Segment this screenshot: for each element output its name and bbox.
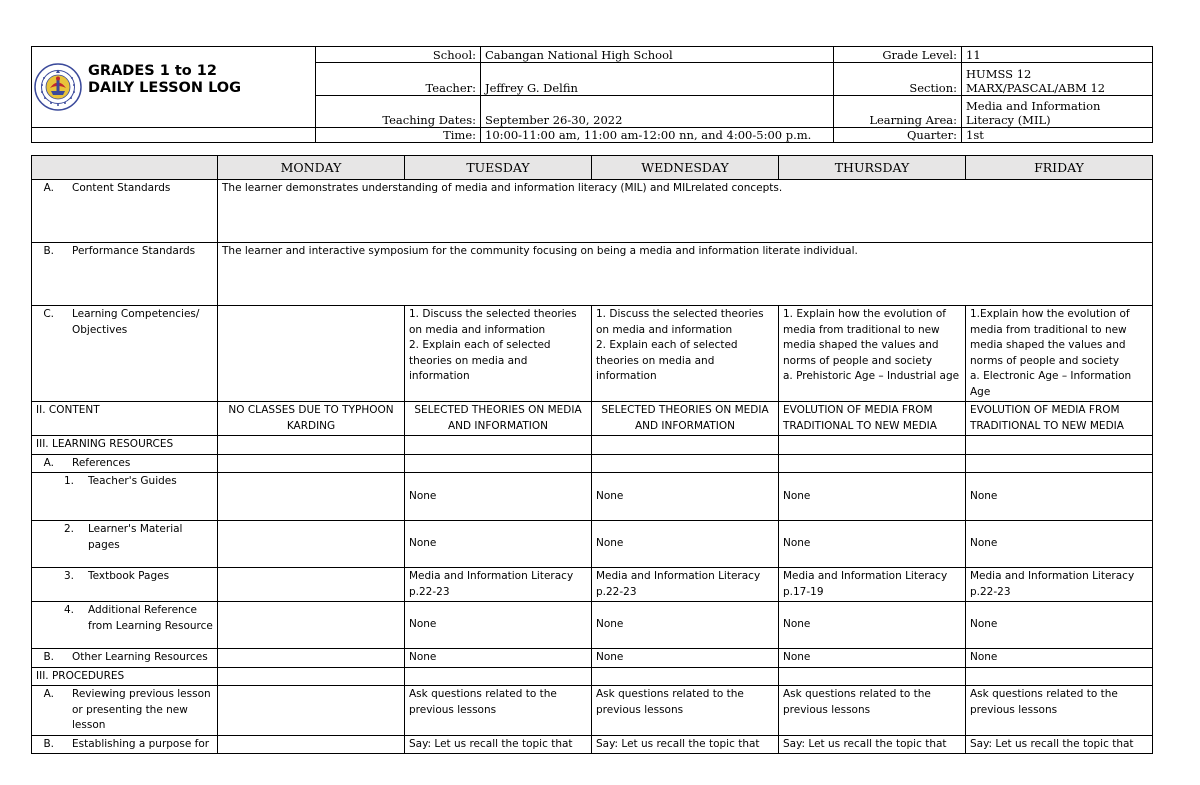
other-resources-label: B. Other Learning Resources bbox=[32, 649, 218, 668]
quarter-value: 1st bbox=[962, 128, 1153, 143]
time-label: Time: bbox=[316, 128, 481, 143]
textbook-row bbox=[32, 568, 1153, 602]
content-friday: EVOLUTION OF MEDIA FROM TRADITIONAL TO NEW MEDIA bbox=[966, 402, 1153, 436]
additional-reference-row bbox=[32, 602, 1153, 649]
learning-resources-row bbox=[32, 436, 1153, 455]
competencies-row bbox=[32, 306, 1153, 402]
other-resources-friday: None bbox=[966, 649, 1153, 668]
content-thursday: EVOLUTION OF MEDIA FROM TRADITIONAL TO NEW MEDIA bbox=[779, 402, 966, 436]
section-value: HUMSS 12 MARX/PASCAL/ABM 12 bbox=[962, 62, 1153, 95]
days-header-row bbox=[32, 156, 1153, 180]
additional-reference-friday: None bbox=[966, 602, 1153, 649]
competencies-label: C. Learning Competencies/ Objectives bbox=[32, 306, 218, 402]
competencies-monday bbox=[218, 306, 405, 402]
textbook-friday: Media and Information Literacy p.22-23 bbox=[966, 568, 1153, 602]
other-resources-wednesday: None bbox=[592, 649, 779, 668]
competencies-tuesday: 1. Discuss the selected theories on media and information 2. Explain each of selected theories on media and information bbox=[405, 306, 592, 402]
teachers-guides-tuesday: None bbox=[405, 473, 592, 521]
additional-reference-wednesday: None bbox=[592, 602, 779, 649]
day-monday: MONDAY bbox=[218, 156, 405, 180]
school-value: Cabangan National High School bbox=[481, 47, 834, 63]
content-standards-row bbox=[32, 180, 1153, 243]
establishing-friday: Say: Let us recall the topic that bbox=[966, 735, 1153, 754]
content-standards-value: The learner demonstrates understanding of media and information literacy (MIL) and MILrelated concepts. bbox=[218, 180, 1153, 243]
quarter-label: Quarter: bbox=[834, 128, 962, 143]
additional-reference-tuesday: None bbox=[405, 602, 592, 649]
procedures-label: III. PROCEDURES bbox=[32, 667, 218, 686]
other-resources-row bbox=[32, 649, 1153, 668]
header-table bbox=[31, 46, 1153, 143]
day-tuesday: TUESDAY bbox=[405, 156, 592, 180]
textbook-tuesday: Media and Information Literacy p.22-23 bbox=[405, 568, 592, 602]
corner-cell bbox=[32, 156, 218, 180]
learning-area-label: Learning Area: bbox=[834, 95, 962, 127]
title-line-2: DAILY LESSON LOG bbox=[88, 80, 242, 96]
establishing-label: B. Establishing a purpose for bbox=[32, 735, 218, 754]
competencies-wednesday: 1. Discuss the selected theories on media and information 2. Explain each of selected theories on media and information bbox=[592, 306, 779, 402]
performance-standards-value: The learner and interactive symposium for the community focusing on being a media and information literate individual. bbox=[218, 243, 1153, 306]
reviewing-thursday: Ask questions related to the previous lessons bbox=[779, 686, 966, 736]
reviewing-row bbox=[32, 686, 1153, 736]
performance-standards-label: B. Performance Standards bbox=[32, 243, 218, 306]
deped-seal-icon bbox=[34, 63, 82, 111]
lesson-log-table bbox=[31, 155, 1153, 754]
reviewing-friday: Ask questions related to the previous lessons bbox=[966, 686, 1153, 736]
competencies-thursday: 1. Explain how the evolution of media from traditional to new media shaped the values and norms of people and society a. Prehistoric Age – Industrial age bbox=[779, 306, 966, 402]
school-label: School: bbox=[316, 47, 481, 63]
learners-material-row bbox=[32, 521, 1153, 568]
content-standards-label: A. Content Standards bbox=[32, 180, 218, 243]
establishing-thursday: Say: Let us recall the topic that bbox=[779, 735, 966, 754]
day-wednesday: WEDNESDAY bbox=[592, 156, 779, 180]
content-label: II. CONTENT bbox=[32, 402, 218, 436]
establishing-tuesday: Say: Let us recall the topic that bbox=[405, 735, 592, 754]
teaching-dates-value: September 26-30, 2022 bbox=[481, 95, 834, 127]
learning-resources-label: III. LEARNING RESOURCES bbox=[32, 436, 218, 455]
textbook-wednesday: Media and Information Literacy p.22-23 bbox=[592, 568, 779, 602]
day-thursday: THURSDAY bbox=[779, 156, 966, 180]
competencies-friday: 1.Explain how the evolution of media from traditional to new media shaped the values and norms of people and society a. Electronic Age – Information Age bbox=[966, 306, 1153, 402]
header-blank-cell bbox=[32, 128, 316, 143]
section-label: Section: bbox=[834, 62, 962, 95]
teachers-guides-label: 1. Teacher's Guides bbox=[32, 473, 218, 521]
content-monday: NO CLASSES DUE TO TYPHOON KARDING bbox=[218, 402, 405, 436]
additional-reference-thursday: None bbox=[779, 602, 966, 649]
teacher-label: Teacher: bbox=[316, 62, 481, 95]
textbook-thursday: Media and Information Literacy p.17-19 bbox=[779, 568, 966, 602]
reviewing-tuesday: Ask questions related to the previous lessons bbox=[405, 686, 592, 736]
content-tuesday: SELECTED THEORIES ON MEDIA AND INFORMATION bbox=[405, 402, 592, 436]
other-resources-tuesday: None bbox=[405, 649, 592, 668]
teaching-dates-label: Teaching Dates: bbox=[316, 95, 481, 127]
references-row bbox=[32, 454, 1153, 473]
grade-level-value: 11 bbox=[962, 47, 1153, 63]
procedures-row bbox=[32, 667, 1153, 686]
teachers-guides-thursday: None bbox=[779, 473, 966, 521]
content-wednesday: SELECTED THEORIES ON MEDIA AND INFORMATION bbox=[592, 402, 779, 436]
learners-material-tuesday: None bbox=[405, 521, 592, 568]
learning-area-value: Media and Information Literacy (MIL) bbox=[962, 95, 1153, 127]
reviewing-label: A. Reviewing previous lesson or presenting the new lesson bbox=[32, 686, 218, 736]
learners-material-friday: None bbox=[966, 521, 1153, 568]
learners-material-thursday: None bbox=[779, 521, 966, 568]
time-value: 10:00-11:00 am, 11:00 am-12:00 nn, and 4:00-5:00 p.m. bbox=[481, 128, 834, 143]
reviewing-wednesday: Ask questions related to the previous lessons bbox=[592, 686, 779, 736]
establishing-row bbox=[32, 735, 1153, 754]
content-row bbox=[32, 402, 1153, 436]
additional-reference-label: 4. Additional Reference from Learning Resource bbox=[32, 602, 218, 649]
textbook-label: 3. Textbook Pages bbox=[32, 568, 218, 602]
teacher-value: Jeffrey G. Delfin bbox=[481, 62, 834, 95]
references-label: A. References bbox=[32, 454, 218, 473]
grade-level-label: Grade Level: bbox=[834, 47, 962, 63]
header-logo-cell bbox=[32, 47, 316, 128]
learners-material-wednesday: None bbox=[592, 521, 779, 568]
teachers-guides-row bbox=[32, 473, 1153, 521]
performance-standards-row bbox=[32, 243, 1153, 306]
establishing-wednesday: Say: Let us recall the topic that bbox=[592, 735, 779, 754]
teachers-guides-friday: None bbox=[966, 473, 1153, 521]
teachers-guides-wednesday: None bbox=[592, 473, 779, 521]
other-resources-thursday: None bbox=[779, 649, 966, 668]
learners-material-label: 2. Learner's Material pages bbox=[32, 521, 218, 568]
day-friday: FRIDAY bbox=[966, 156, 1153, 180]
title-line-1: GRADES 1 to 12 bbox=[88, 63, 217, 79]
